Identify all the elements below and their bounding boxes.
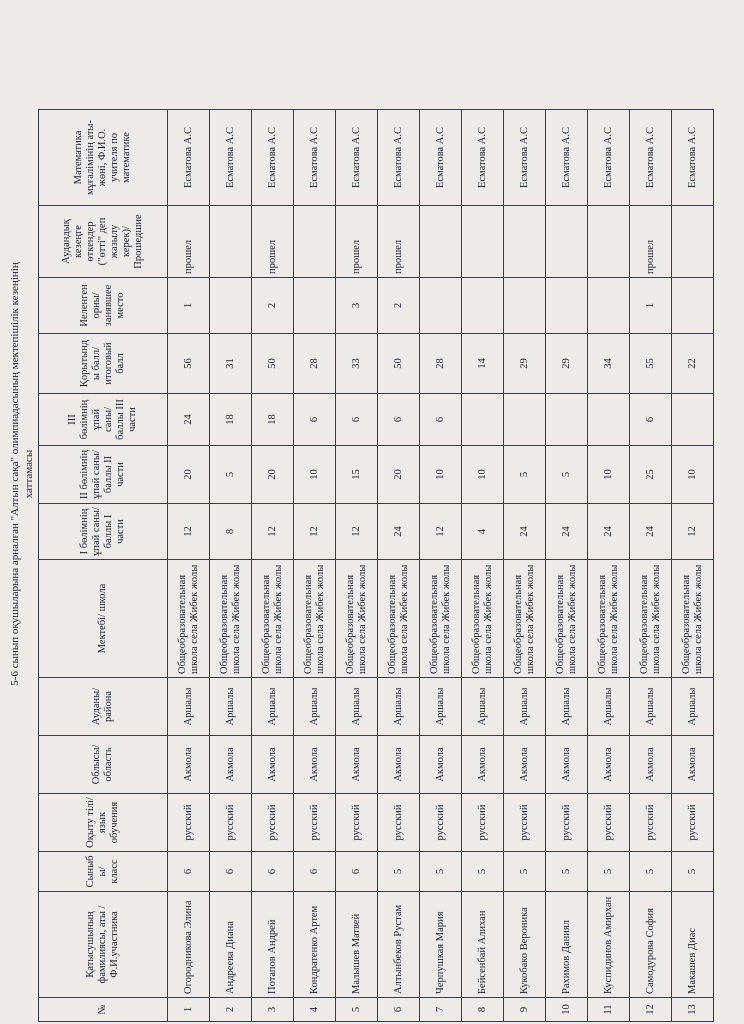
place-cell — [462, 278, 504, 334]
row-number-cell: 7 — [420, 998, 462, 1022]
teacher-cell: Есматова А.С — [210, 110, 252, 206]
row-number-cell: 12 — [630, 998, 672, 1022]
region-cell: Акмола — [168, 736, 210, 794]
part1-score-cell: 24 — [378, 504, 420, 560]
place-cell — [210, 278, 252, 334]
part2-score-cell: 10 — [462, 446, 504, 504]
total-score-cell: 33 — [336, 334, 378, 394]
table-row — [504, 110, 546, 1022]
teacher-cell: Есматова А.С — [672, 110, 714, 206]
row-number-cell: 4 — [294, 998, 336, 1022]
part3-score-cell: 6 — [378, 394, 420, 446]
table-header — [39, 110, 168, 1022]
total-score-cell: 29 — [504, 334, 546, 394]
part2-score-cell: 5 — [546, 446, 588, 504]
participant-name-cell: Огородникова Элина — [168, 892, 210, 998]
region-cell: Акмола — [294, 736, 336, 794]
grade-cell: 5 — [504, 852, 546, 892]
header-cell: Қатысушының фамилиясы, аты /Ф.И.участника — [39, 892, 168, 998]
place-cell — [504, 278, 546, 334]
part2-score-cell: 20 — [168, 446, 210, 504]
table-row — [420, 110, 462, 1022]
participant-name-cell: Малышев Матвей — [336, 892, 378, 998]
table-body — [168, 110, 714, 1022]
table-row — [462, 110, 504, 1022]
region-cell: Акмола — [252, 736, 294, 794]
part1-score-cell: 24 — [588, 504, 630, 560]
header-cell: Сыныб ы/класс — [39, 852, 168, 892]
district-cell: Аршалы — [462, 678, 504, 736]
total-score-cell: 56 — [168, 334, 210, 394]
grade-cell: 5 — [672, 852, 714, 892]
table-row — [168, 110, 210, 1022]
district-cell: Аршалы — [168, 678, 210, 736]
table-row — [252, 110, 294, 1022]
part3-score-cell — [546, 394, 588, 446]
header-cell: Математика мұғалімінің аты-жөні, Ф.И.О. учителя по математике — [39, 110, 168, 206]
header-row — [39, 110, 168, 1022]
region-cell: Акмола — [420, 736, 462, 794]
row-number-cell: 8 — [462, 998, 504, 1022]
school-cell: Общеобразовательная школа села Жибек жолы — [462, 560, 504, 678]
place-cell — [294, 278, 336, 334]
part1-score-cell: 12 — [294, 504, 336, 560]
total-score-cell: 22 — [672, 334, 714, 394]
participant-name-cell: Кондратенко Артем — [294, 892, 336, 998]
language-cell: русский — [252, 794, 294, 852]
part3-score-cell: 6 — [294, 394, 336, 446]
row-number-cell: 13 — [672, 998, 714, 1022]
place-cell: 2 — [378, 278, 420, 334]
passed-cell — [672, 206, 714, 278]
teacher-cell: Есматова А.С — [336, 110, 378, 206]
language-cell: русский — [546, 794, 588, 852]
grade-cell: 6 — [336, 852, 378, 892]
district-cell: Аршалы — [252, 678, 294, 736]
part3-score-cell: 6 — [336, 394, 378, 446]
teacher-cell: Есматова А.С — [504, 110, 546, 206]
passed-cell: прошел — [378, 206, 420, 278]
teacher-cell: Есматова А.С — [546, 110, 588, 206]
district-cell: Аршалы — [336, 678, 378, 736]
part2-score-cell: 10 — [420, 446, 462, 504]
part3-score-cell — [588, 394, 630, 446]
passed-cell — [210, 206, 252, 278]
part3-score-cell — [504, 394, 546, 446]
teacher-cell: Есматова А.С — [294, 110, 336, 206]
teacher-cell: Есматова А.С — [630, 110, 672, 206]
passed-cell: прошел — [252, 206, 294, 278]
row-number-cell: 9 — [504, 998, 546, 1022]
document-title — [8, 194, 36, 754]
participant-name-cell: Рахимов Даниял — [546, 892, 588, 998]
grade-cell: 5 — [462, 852, 504, 892]
row-number-cell: 3 — [252, 998, 294, 1022]
district-cell: Аршалы — [504, 678, 546, 736]
language-cell: русский — [336, 794, 378, 852]
part2-score-cell: 15 — [336, 446, 378, 504]
table-row — [546, 110, 588, 1022]
district-cell: Аршалы — [378, 678, 420, 736]
header-cell: I бөлімнің ұпай саны/ баллы I части — [39, 504, 168, 560]
district-cell: Аршалы — [588, 678, 630, 736]
row-number-cell: 11 — [588, 998, 630, 1022]
place-cell — [546, 278, 588, 334]
row-number-cell: 5 — [336, 998, 378, 1022]
part1-score-cell: 12 — [420, 504, 462, 560]
header-cell: Ауданы/ района — [39, 678, 168, 736]
table-row — [588, 110, 630, 1022]
passed-cell — [420, 206, 462, 278]
school-cell: Общеобразовательная школа села Жибек жолы — [504, 560, 546, 678]
grade-cell: 6 — [252, 852, 294, 892]
header-cell: III бөлімнің ұпай саны/ баллы III части — [39, 394, 168, 446]
table-row — [378, 110, 420, 1022]
row-number-cell: 1 — [168, 998, 210, 1022]
passed-cell: прошел — [168, 206, 210, 278]
grade-cell: 5 — [420, 852, 462, 892]
participant-name-cell: Черпушкая Мария — [420, 892, 462, 998]
part2-score-cell: 20 — [378, 446, 420, 504]
grade-cell: 5 — [630, 852, 672, 892]
participant-name-cell: Андреева Диана — [210, 892, 252, 998]
region-cell: Акмола — [504, 736, 546, 794]
part2-score-cell: 5 — [504, 446, 546, 504]
language-cell: русский — [294, 794, 336, 852]
district-cell: Аршалы — [630, 678, 672, 736]
district-cell: Аршалы — [672, 678, 714, 736]
language-cell: русский — [672, 794, 714, 852]
table-row — [672, 110, 714, 1022]
grade-cell: 6 — [210, 852, 252, 892]
part2-score-cell: 10 — [294, 446, 336, 504]
part1-score-cell: 24 — [504, 504, 546, 560]
table-row — [630, 110, 672, 1022]
part1-score-cell: 8 — [210, 504, 252, 560]
grade-cell: 5 — [588, 852, 630, 892]
teacher-cell: Есматова А.С — [588, 110, 630, 206]
region-cell: Акмола — [210, 736, 252, 794]
part2-score-cell: 5 — [210, 446, 252, 504]
total-score-cell: 50 — [378, 334, 420, 394]
part3-score-cell: 24 — [168, 394, 210, 446]
header-cell: Мектебі/ школа — [39, 560, 168, 678]
place-cell — [588, 278, 630, 334]
teacher-cell: Есматова А.С — [420, 110, 462, 206]
title-line-2: хаттамасы — [23, 449, 35, 499]
title-line-1: 5-6 сынып оқушыларына арналған "Алтын сақа" олимпиадасының мектепішілік кезеңінің — [9, 262, 21, 686]
part2-score-cell: 25 — [630, 446, 672, 504]
school-cell: Общеобразовательная школа села Жибек жолы — [210, 560, 252, 678]
school-cell: Общеобразовательная школа села Жибек жолы — [294, 560, 336, 678]
school-cell: Общеобразовательная школа села Жибек жолы — [546, 560, 588, 678]
header-cell: Иеленген орны/ занявшее место — [39, 278, 168, 334]
language-cell: русский — [630, 794, 672, 852]
total-score-cell: 55 — [630, 334, 672, 394]
table-row — [210, 110, 252, 1022]
part1-score-cell: 4 — [462, 504, 504, 560]
language-cell: русский — [378, 794, 420, 852]
district-cell: Аршалы — [210, 678, 252, 736]
table-row — [336, 110, 378, 1022]
part3-score-cell: 6 — [630, 394, 672, 446]
part2-score-cell: 10 — [672, 446, 714, 504]
school-cell: Общеобразовательная школа села Жибек жолы — [420, 560, 462, 678]
passed-cell — [546, 206, 588, 278]
total-score-cell: 28 — [294, 334, 336, 394]
region-cell: Акмола — [588, 736, 630, 794]
region-cell: Акмола — [546, 736, 588, 794]
part2-score-cell: 20 — [252, 446, 294, 504]
district-cell: Аршалы — [420, 678, 462, 736]
language-cell: русский — [168, 794, 210, 852]
school-cell: Общеобразовательная школа села Жибек жолы — [630, 560, 672, 678]
part2-score-cell: 10 — [588, 446, 630, 504]
grade-cell: 5 — [546, 852, 588, 892]
part1-score-cell: 12 — [252, 504, 294, 560]
language-cell: русский — [420, 794, 462, 852]
part3-score-cell — [672, 394, 714, 446]
row-number-cell: 6 — [378, 998, 420, 1022]
school-cell: Общеобразовательная школа села Жибек жолы — [378, 560, 420, 678]
place-cell — [672, 278, 714, 334]
teacher-cell: Есматова А.С — [168, 110, 210, 206]
participant-name-cell: Куспидинов Амирхан — [588, 892, 630, 998]
language-cell: русский — [462, 794, 504, 852]
teacher-cell: Есматова А.С — [378, 110, 420, 206]
total-score-cell: 28 — [420, 334, 462, 394]
participant-name-cell: Потапов Андрей — [252, 892, 294, 998]
total-score-cell: 34 — [588, 334, 630, 394]
passed-cell: прошел — [336, 206, 378, 278]
header-cell: II бөлімнің ұпай саны/ баллы II части — [39, 446, 168, 504]
participant-name-cell: Бейсенбай Алихан — [462, 892, 504, 998]
part3-score-cell: 18 — [252, 394, 294, 446]
part1-score-cell: 12 — [672, 504, 714, 560]
grade-cell: 5 — [378, 852, 420, 892]
place-cell: 3 — [336, 278, 378, 334]
school-cell: Общеобразовательная школа села Жибек жолы — [336, 560, 378, 678]
region-cell: Акмола — [378, 736, 420, 794]
language-cell: русский — [504, 794, 546, 852]
results-table — [38, 109, 714, 1022]
passed-cell: прошел — [630, 206, 672, 278]
participant-name-cell: Макашев Диас — [672, 892, 714, 998]
language-cell: русский — [588, 794, 630, 852]
header-cell: Оқыту тілі/ язык обучения — [39, 794, 168, 852]
place-cell — [420, 278, 462, 334]
table-row — [294, 110, 336, 1022]
participant-name-cell: Кукобако Вероника — [504, 892, 546, 998]
part1-score-cell: 12 — [336, 504, 378, 560]
school-cell: Общеобразовательная школа села Жибек жолы — [168, 560, 210, 678]
part1-score-cell: 12 — [168, 504, 210, 560]
region-cell: Акмола — [336, 736, 378, 794]
header-cell: Облысы/ область — [39, 736, 168, 794]
place-cell: 1 — [630, 278, 672, 334]
part1-score-cell: 24 — [630, 504, 672, 560]
region-cell: Акмола — [462, 736, 504, 794]
passed-cell — [294, 206, 336, 278]
total-score-cell: 50 — [252, 334, 294, 394]
row-number-cell: 10 — [546, 998, 588, 1022]
header-cell: Аудандық кезеңге өткендер ("өтті" деп жазылу керек)/ Прошедшие — [39, 206, 168, 278]
total-score-cell: 29 — [546, 334, 588, 394]
district-cell: Аршалы — [294, 678, 336, 736]
school-cell: Общеобразовательная школа села Жибек жолы — [588, 560, 630, 678]
passed-cell — [504, 206, 546, 278]
total-score-cell: 31 — [210, 334, 252, 394]
part1-score-cell: 24 — [546, 504, 588, 560]
part3-score-cell: 6 — [420, 394, 462, 446]
passed-cell — [588, 206, 630, 278]
teacher-cell: Есматова А.С — [252, 110, 294, 206]
part3-score-cell — [462, 394, 504, 446]
place-cell: 1 — [168, 278, 210, 334]
region-cell: Акмола — [630, 736, 672, 794]
grade-cell: 6 — [168, 852, 210, 892]
header-cell: Қорытынд ы балл/ итоговый балл — [39, 334, 168, 394]
row-number-cell: 2 — [210, 998, 252, 1022]
place-cell: 2 — [252, 278, 294, 334]
district-cell: Аршалы — [546, 678, 588, 736]
grade-cell: 6 — [294, 852, 336, 892]
language-cell: русский — [210, 794, 252, 852]
passed-cell — [462, 206, 504, 278]
school-cell: Общеобразовательная школа села Жибек жолы — [672, 560, 714, 678]
participant-name-cell: Алтынбеков Рустам — [378, 892, 420, 998]
participant-name-cell: Самодурова София — [630, 892, 672, 998]
teacher-cell: Есматова А.С — [462, 110, 504, 206]
part3-score-cell: 18 — [210, 394, 252, 446]
header-cell: № — [39, 998, 168, 1022]
total-score-cell: 14 — [462, 334, 504, 394]
school-cell: Общеобразовательная школа села Жибек жолы — [252, 560, 294, 678]
region-cell: Акмола — [672, 736, 714, 794]
